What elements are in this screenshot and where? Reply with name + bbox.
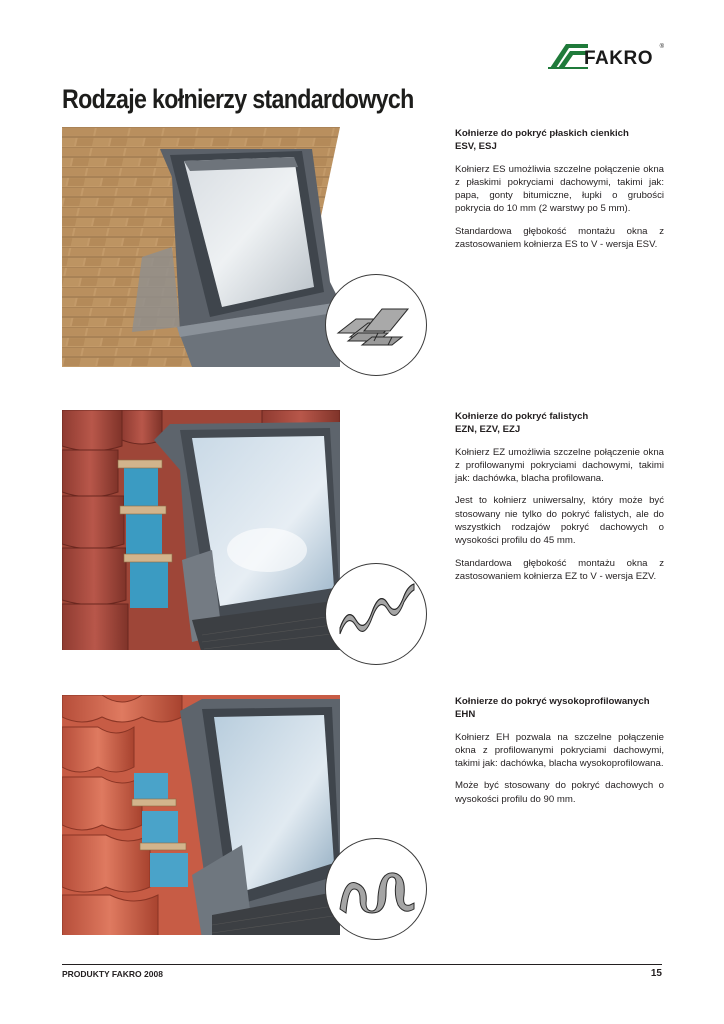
heading-line: Kołnierze do pokryć wysokoprofilowanych EHN: [455, 696, 650, 721]
registered-mark: ®: [659, 44, 664, 50]
tiled-roof-window-photo: [62, 410, 340, 650]
section-text: [455, 695, 664, 815]
paragraph: Standardowa głębokość montażu okna z zastosowaniem kołnierza ES to V - wersja ESV.: [455, 225, 664, 251]
logo-wordmark: FAKRO: [584, 48, 653, 69]
footer-divider: [62, 964, 662, 965]
section-heading: [455, 695, 664, 722]
flat-roof-window-photo: [62, 127, 340, 367]
paragraph: Kołnierz EZ umożliwia szczelne połączenie okna z profilowanymi pokryciami dachowymi, takimi jak: dachówka, blacha profilowana.: [455, 446, 664, 485]
paragraph: Może być stosowany do pokryć dachowych o wysokości profilu do 90 mm.: [455, 780, 664, 805]
high-profile-roof-window-photo: [62, 695, 340, 935]
page-title: Rodzaje kołnierzy standardowych: [62, 84, 414, 114]
paragraph: Kołnierz EH pozwala na szczelne połączenie okna z profilowanymi pokryciami dachowymi, takimi jak: dachówka, blacha wysokoprofilowana.: [455, 731, 664, 770]
section-heading: [455, 127, 664, 154]
paragraph: Standardowa głębokość montażu okna z zastosowaniem kołnierza EZ to V - wersja EZV.: [455, 557, 664, 582]
section-heading: [455, 410, 664, 437]
wavy-sheet-profile-icon: [325, 563, 427, 665]
section-flat-flashings: [62, 127, 672, 387]
section-text: [455, 127, 664, 260]
heading-line: Kołnierze do pokryć falistych EZN, EZV, EZJ: [455, 411, 589, 436]
section-high-profile-flashings: [62, 695, 672, 955]
fakro-logo: [548, 40, 664, 70]
paragraph: Jest to kołnierz uniwersalny, który może być stosowany nie tylko do pokryć falistych, ale do wszystkich rodzajów pokryć dachowych o wysokości profilu do 45 mm.: [455, 495, 664, 547]
flat-shingles-profile-icon: [325, 274, 427, 376]
page-number: 15: [650, 968, 662, 979]
section-text: [455, 410, 664, 592]
section-wavy-flashings: [62, 410, 672, 670]
high-profile-tile-icon: [325, 838, 427, 940]
heading-line: Kołnierze do pokryć płaskich cienkich ESV, ESJ: [455, 128, 629, 153]
footer-publication: PRODUKTY FAKRO 2008: [62, 969, 163, 979]
fakro-roof-logo-icon: [548, 40, 588, 70]
paragraph: Kołnierz ES umożliwia szczelne połączenie okna z płaskimi pokryciami dachowymi, takimi jak: papa, gonty bitumiczne, łupki o grubości pokrycia do 10 mm (2 warstwy po 5 mm).: [455, 163, 664, 215]
